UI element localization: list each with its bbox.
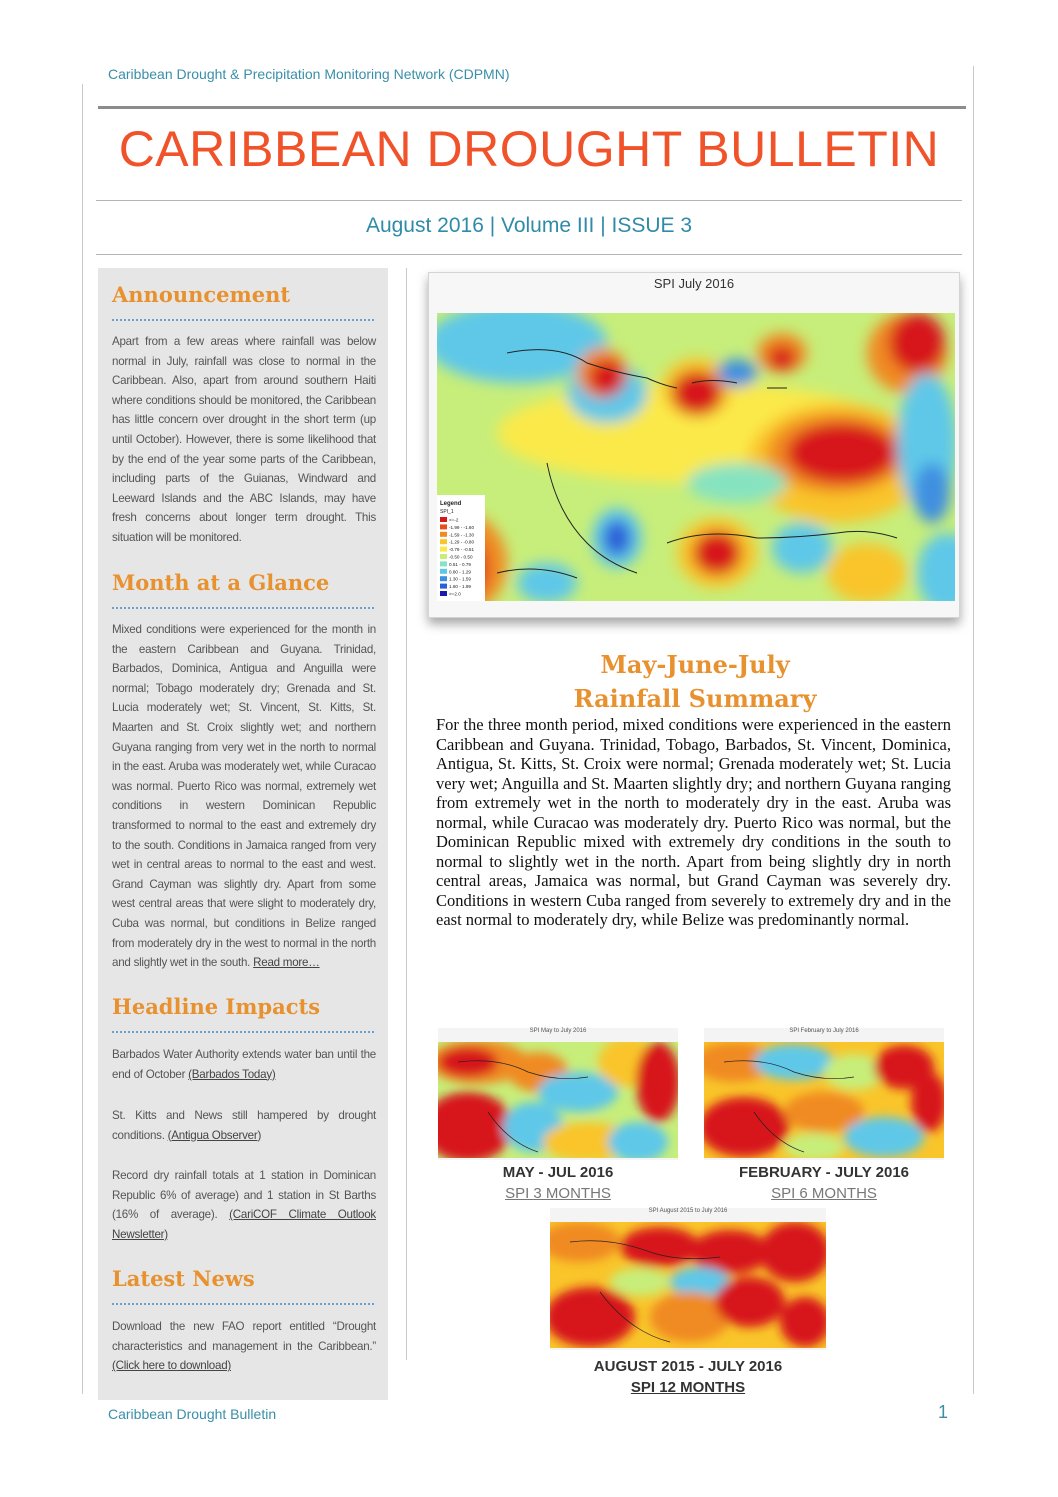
read-more-link[interactable]: Read more… — [253, 956, 320, 970]
issue-rule — [96, 254, 962, 255]
antigua-observer-link[interactable]: (Antigua Observer) — [167, 1128, 262, 1142]
spi-6-map-image — [704, 1042, 944, 1158]
legend-swatch — [440, 591, 447, 596]
summary-heading-line1: May-June-July — [600, 650, 790, 679]
month-divider — [112, 607, 374, 609]
right-margin-line — [973, 66, 974, 1394]
legend-swatch — [440, 554, 447, 559]
left-margin-line — [82, 84, 83, 1394]
legend-swatch — [440, 576, 447, 581]
spi-6-map-title: SPI February to July 2016 — [789, 1028, 859, 1034]
spi-3-map-image — [438, 1042, 678, 1158]
legend-swatch — [440, 569, 447, 574]
spi-3-caption: MAY - JUL 2016 — [502, 1164, 614, 1181]
announcement-divider — [112, 319, 374, 321]
issue-line: August 2016 | Volume III | ISSUE 3 — [365, 214, 693, 237]
download-link[interactable]: (Click here to download) — [112, 1359, 232, 1373]
legend-title: Legend — [440, 501, 462, 507]
legend-label: 0.80 - 1.29 — [449, 569, 471, 575]
legend-label: 0.51 - 0.79 — [449, 561, 471, 567]
legend-swatch — [440, 561, 447, 566]
sidebar — [98, 268, 388, 1400]
news-divider — [112, 1303, 374, 1305]
impacts-divider — [112, 1031, 374, 1033]
footer-text: Caribbean Drought Bulletin — [108, 1406, 277, 1422]
news-heading: Latest News — [112, 1266, 255, 1291]
legend-label: 1.60 - 1.99 — [449, 584, 471, 590]
spi-6-month-map — [704, 1028, 944, 1160]
summary-heading — [436, 648, 954, 716]
network-name: Caribbean Drought & Precipitation Monitoring Network (CDPMN) — [108, 66, 510, 82]
legend-label: >=2.0 — [449, 591, 461, 597]
bulletin-title: CARIBBEAN DROUGHT BULLETIN — [118, 121, 940, 177]
legend-label: -0.79 - -0.51 — [449, 547, 475, 553]
spi-6-caption: FEBRUARY - JULY 2016 — [738, 1164, 910, 1181]
impact-item-2 — [112, 1106, 376, 1145]
spi-map-title: SPI July 2016 — [653, 276, 735, 291]
legend-swatch — [440, 524, 447, 529]
legend-label: <=-2 — [449, 517, 459, 523]
spi-july-map — [428, 272, 960, 618]
impacts-heading: Headline Impacts — [112, 994, 321, 1019]
announcement-text: Apart from a few areas where rainfall was below normal in July, rainfall was close to normal in the Caribbean. Also, apart from around southern Haiti where conditions should be monitored, the Caribbean has little concern over drought in the short term (up until October). However, there is some likelihood that by the end of the year some parts of the Caribbean, including parts of the Guianas, Windward and Leeward Islands and the ABC Islands, may have fresh concerns about longer term drought. This situation will be monitored. — [112, 335, 376, 544]
legend-label: -1.29 - -0.80 — [449, 539, 475, 545]
news-text — [112, 1317, 376, 1376]
impact-item-2-text: St. Kitts and News still hampered by drought conditions. — [112, 1109, 376, 1142]
news-text-body: Download the new FAO report entitled “Drought characteristics and management in the Caribbean.” — [112, 1320, 376, 1353]
spi-12-map-title: SPI August 2015 to July 2016 — [648, 1208, 728, 1214]
spi-12-link[interactable]: SPI 12 MONTHS — [630, 1379, 746, 1396]
legend-subtitle: SPI_1 — [440, 509, 454, 515]
month-heading: Month at a Glance — [112, 570, 330, 595]
barbados-today-link[interactable]: (Barbados Today) — [188, 1067, 276, 1081]
spi-12-month-map — [550, 1208, 826, 1350]
spi-6-link[interactable]: SPI 6 MONTHS — [771, 1185, 877, 1202]
impact-item-3 — [112, 1166, 376, 1244]
legend-label: -1.59 - -1.30 — [449, 532, 475, 538]
summary-heading-line2: Rainfall Summary — [573, 684, 817, 713]
month-text — [112, 620, 376, 973]
legend-swatch — [440, 547, 447, 552]
header-rule — [98, 106, 966, 109]
legend-label: -0.50 - 0.50 — [449, 554, 473, 560]
month-text-body: Mixed conditions were experienced for the month in the eastern Caribbean and Guyana. Trinidad, Barbados, Dominica, Antigua and Anguilla were normal; Tobago moderately dry; Grenada and St. Lucia moderately wet; St. Vincent, St. Kitts, St. Maarten and St. Croix slightly wet; and northern Guyana ranging from very wet in the north to normal in the east. Aruba was moderately wet, while Curacao was normal. Puerto Rico was normal, extremely wet conditions in western Dominican Republic transformed to normal to the east and extremely dry to the south. Conditions in Jamaica ranged from very wet in central areas to normal to the east and west. Grand Cayman was slightly dry. Apart from some west central areas that were slight to moderately dry, Cuba was normal, but conditions in Belize ranged from moderately dry in the west to normal in the north and slightly wet in the south. — [112, 623, 376, 970]
impact-item-1-text: Barbados Water Authority extends water ban until the end of October — [112, 1048, 376, 1081]
page-number: 1 — [938, 1402, 949, 1422]
caricof-newsletter-link[interactable]: (CariCOF Climate Outlook Newsletter) — [112, 1208, 376, 1241]
title-rule — [96, 200, 962, 201]
impact-item-3-text: Record dry rainfall totals at 1 station in Dominican Republic 6% of average) and 1 station in St Barths (16% of average). — [112, 1169, 376, 1222]
spi-3-month-map — [438, 1028, 678, 1160]
legend-swatch — [440, 517, 447, 522]
spi-3-map-title: SPI May to July 2016 — [529, 1028, 587, 1034]
spi-12-map-image — [550, 1222, 826, 1348]
spi-3-link[interactable]: SPI 3 MONTHS — [505, 1185, 611, 1202]
column-divider — [406, 268, 407, 1360]
spi-map-image — [437, 313, 955, 601]
summary-text: For the three month period, mixed conditions were experienced in the eastern Caribbean and Guyana. Trinidad, Tobago, Barbados, St. Vincent, Dominica, Antigua, St. Kitts, St. Croix were normal; Grenada moderately wet; St. Lucia very wet; Anguilla and St. Maarten slightly dry; and northern Guyana ranging from extremely wet in the north to moderately dry in the east. Aruba was normal, while Curacao was moderately dry. Puerto Rico was normal, but the Dominican Republic mixed with extremely dry conditions in the south to normal to slightly wet in the north. Apart from being slightly dry in north central areas, Jamaica was normal, but Grand Cayman was severely dry. Conditions in western Cuba ranged from severely to extremely dry and in the east normal to moderately dry, while Belize was predominantly normal. — [436, 715, 951, 929]
legend-label: -1.99 - -1.60 — [449, 524, 475, 530]
legend-swatch — [440, 532, 447, 537]
announcement-heading: Announcement — [112, 282, 291, 307]
impact-item-1 — [112, 1045, 376, 1084]
spi-12-caption: AUGUST 2015 - JULY 2016 — [593, 1358, 783, 1375]
legend-swatch — [440, 584, 447, 589]
legend-label: 1.30 - 1.59 — [449, 576, 471, 582]
legend-swatch — [440, 539, 447, 544]
